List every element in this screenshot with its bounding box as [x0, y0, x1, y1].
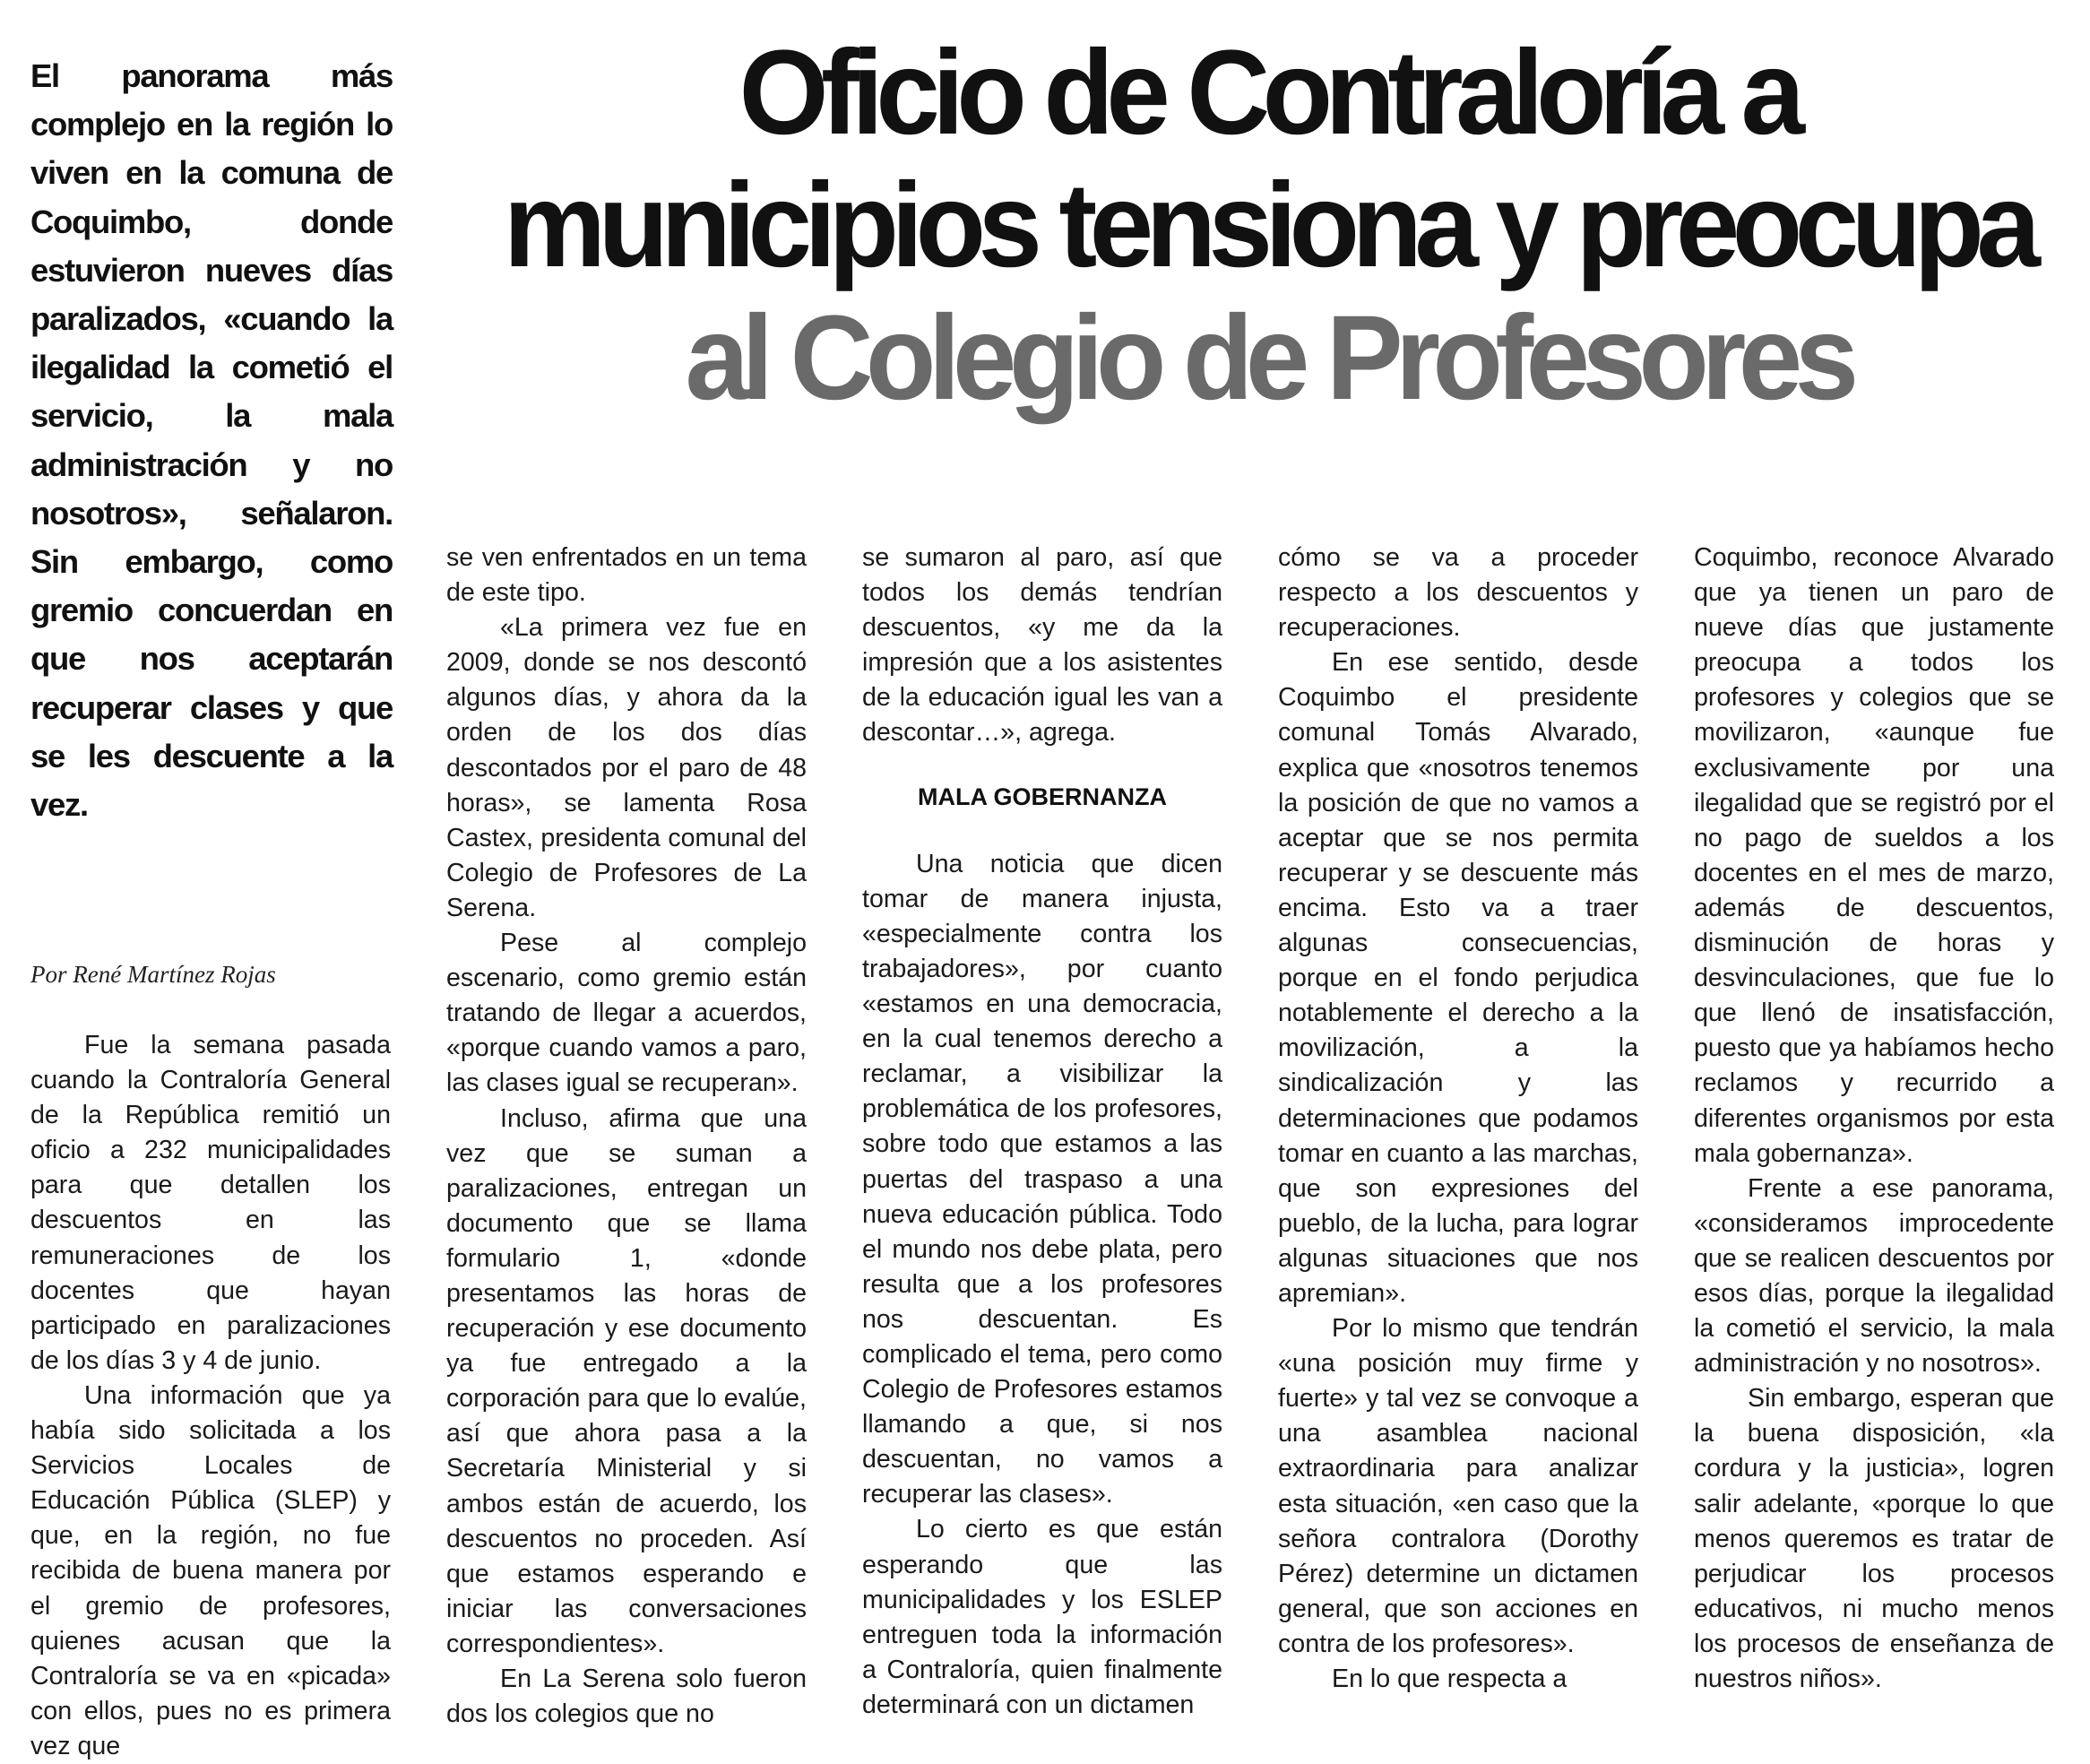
paragraph: se ven enfrentados en un tema de este tipo. [446, 543, 807, 608]
headline-line-1: Oficio de Contraloría a [738, 26, 1798, 160]
byline: Por René Martínez Rojas [30, 961, 276, 988]
headline [448, 27, 2088, 425]
paragraph: Sin embargo, esperan que la buena disposición, «la cordura y la justicia», logren salir adelante, «porque lo que menos queremos es tratar de perjudicar los procesos educativos, ni mucho menos los procesos de enseñanza de nuestros niños». [1694, 1384, 2054, 1693]
paragraph: cómo se va a proceder respecto a los descuentos y recuperaciones. [1278, 543, 1638, 643]
headline-line-2: municipios tensiona y preocupa [503, 159, 2034, 292]
headline-line-3: al Colegio de Profesores [685, 291, 1852, 425]
paragraph: Una información que ya había sido solicitada a los Servicios Locales de Educación Pública (SLEP) y que, en la región, no fue recibida de buena manera por el gremio de profesores, quienes acusan que la Contraloría se va en «picada» con ellos, pues no es primera vez que [30, 1380, 391, 1760]
paragraph: Incluso, afirma que una vez que se suman a paralizaciones, entregan un documento que se llama formulario 1, «donde presentamos las horas de recuperación y ese documento ya fue entregado a la corporación para que lo evalúe, así que ahora pasa a la Secretaría Ministerial y si ambos están de acuerdo, los descuentos no proceden. Así que estamos esperando e iniciar las conversaciones correspondientes». [446, 1103, 807, 1658]
article-column-4 [1278, 540, 1638, 1697]
paragraph: Por lo mismo que tendrán «una posición muy firme y fuerte» y tal vez se convoque a una asamblea nacional extraordinaria para analizar esta situación, «en caso que la señora contralora (Dorothy Pérez) determine un dictamen general, que son acciones en contra de los profesores». [1278, 1314, 1638, 1658]
paragraph: se sumaron al paro, así que todos los demás tendrían descuentos, «y me da la impresión que a los asistentes de la educación igual les van a descontar…», agrega. [862, 543, 1222, 748]
article-column-2 [446, 540, 807, 1732]
paragraph: Coquimbo, reconoce Alvarado que ya tienen un paro de nueve días que justamente preocupa a todos los profesores y colegios que se movilizaron, «aunque fue exclusivamente por una ilegalidad que se registró por el no pago de sueldos a los docentes en el mes de marzo, además de descuentos, disminución de horas y desvinculaciones, que fue lo que llenó de insatisfacción, puesto que ya habíamos hecho reclamos y recurrido a diferentes organismos por esta mala gobernanza». [1694, 543, 2054, 1168]
article-column-3 [862, 540, 1222, 1723]
paragraph: Pese al complejo escenario, como gremio están tratando de llegar a acuerdos, «porque cuando vamos a paro, las clases igual se recuperan». [446, 929, 807, 1098]
paragraph: Fue la semana pasada cuando la Contraloría General de la República remitió un oficio a 232 municipalidades para que detallen los descuentos en las remuneraciones de los docentes que hayan participado en paralizaciones de los días 3 y 4 de junio. [30, 1031, 391, 1375]
paragraph: En La Serena solo fueron dos los colegios que no [446, 1665, 807, 1729]
paragraph: En lo que respecta a [1332, 1665, 1568, 1693]
paragraph: Frente a ese panorama, «consideramos improcedente que se realicen descuentos por esos días, porque la ilegalidad la cometió el servicio, la mala administración y no nosotros». [1694, 1173, 2054, 1379]
article-column-1 [30, 1028, 391, 1764]
section-subhead: MALA GOBERNANZA [918, 783, 1167, 810]
article-column-5 [1694, 540, 2054, 1697]
paragraph: Una noticia que dicen tomar de manera injusta, «especialmente contra los trabajadores», por cuanto «estamos en una democracia, en la cual tenemos derecho a reclamar, a visibilizar la problemática de los profesores, sobre todo que estamos a las puertas del traspaso a una nueva educación pública. Todo el mundo nos debe plata, pero resulta que a los profesores nos descuentan. Es complicado el tema, pero como Colegio de Profesores estamos llamando a que, si nos descuentan, no vamos a recuperar las clases». [862, 849, 1222, 1509]
paragraph: «La primera vez fue en 2009, donde se nos descontó algunos días, y ahora da la orden de los dos días descontados por el paro de 48 horas», se lamenta Rosa Castex, presidenta comunal del Colegio de Profesores de La Serena. [446, 613, 807, 922]
paragraph: En ese sentido, desde Coquimbo el presidente comunal Tomás Alvarado, explica que «nosotros tenemos la posición de que no vamos a aceptar que se nos permita recuperar y se descuente más encima. Esto va a traer algunas consecuencias, porque en el fondo perjudica notablemente el derecho a la movilización, a la sindicalización y las determinaciones que podamos tomar en cuanto a las marchas, que son expresiones del pueblo, de la lucha, para lograr algunas situaciones que nos apremian». [1278, 648, 1638, 1308]
paragraph: Lo cierto es que están esperando que las municipalidades y los ESLEP entreguen toda la información a Contraloría, quien finalmente determinará con un dictamen [862, 1515, 1222, 1719]
lead-paragraph: El panorama más complejo en la región lo viven en la comuna de Coquimbo, donde estuvieron nueves días paralizados, «cuando la ilegalidad la cometió el servicio, la mala administración y no nosotros», señalaron. Sin embargo, como gremio concuerdan en que nos aceptarán recuperar clases y que se les descuente a la vez. [30, 57, 393, 824]
